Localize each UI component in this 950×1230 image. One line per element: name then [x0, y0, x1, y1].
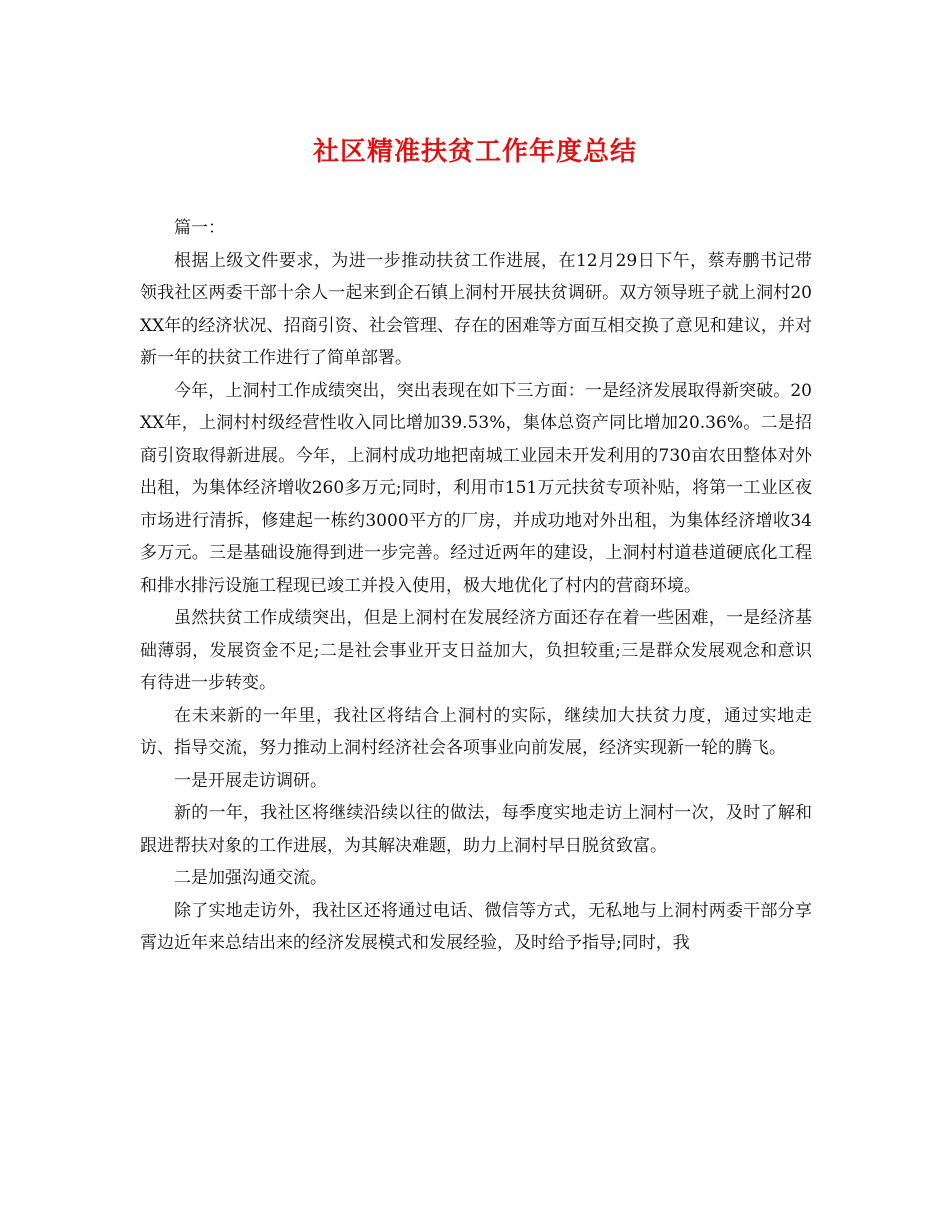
paragraph: 在未来新的一年里，我社区将结合上洞村的实际，继续加大扶贫力度，通过实地走访、指导交流，努力推动上洞村经济社会各项事业向前发展，经济实现新一轮的腾飞。	[140, 705, 812, 758]
paragraph: 新的一年，我社区将继续沿续以往的做法，每季度实地走访上洞村一次，及时了解和跟进帮扶对象的工作进展，为其解决难题，助力上洞村早日脱贫致富。	[140, 803, 812, 856]
paragraph: 虽然扶贫工作成绩突出，但是上洞村在发展经济方面还存在着一些困难，一是经济基础薄弱，发展资金不足;二是社会事业开支日益加大，负担较重;三是群众发展观念和意识有待进一步转变。	[140, 608, 812, 693]
paragraph-subheading: 一是开展走访调研。	[174, 770, 327, 791]
document-title: 社区精准扶贫工作年度总结	[312, 137, 637, 167]
paragraph: 根据上级文件要求，为进一步推动扶贫工作进展，在12月29日下午，蔡寿鹏书记带领我社区两委干部十余人一起来到企石镇上洞村开展扶贫调研。双方领导班子就上洞村20XX年的经济状况、招商引资、社会管理、存在的困难等方面互相交换了意见和建议，并对新一年的扶贫工作进行了简单部署。	[140, 250, 812, 368]
paragraph-section-label: 篇一：	[174, 218, 225, 238]
paragraph: 除了实地走访外，我社区还将通过电话、微信等方式，无私地与上洞村两委干部分享霄边近年来总结出来的经济发展模式和发展经验，及时给予指导;同时，我	[140, 900, 812, 953]
paragraph: 今年，上洞村工作成绩突出，突出表现在如下三方面：一是经济发展取得新突破。20XX年，上洞村村级经营性收入同比增加39.53%，集体总资产同比增加20.36%。二是招商引资取得新进展。今年，上洞村成功地把南城工业园未开发利用的730亩农田整体对外出租，为集体经济增收260多万元;同时，利用市151万元扶贫专项补贴，将第一工业区夜市场进行清拆，修建起一栋约3000平方的厂房，并成功地对外出租，为集体经济增收34多万元。三是基础设施得到进一步完善。经过近两年的建设，上洞村村道巷道硬底化工程和排水排污设施工程现已竣工并投入使用，极大地优化了村内的营商环境。	[140, 380, 812, 596]
paragraph-subheading: 二是加强沟通交流。	[174, 868, 327, 888]
document-body	[140, 212, 812, 960]
